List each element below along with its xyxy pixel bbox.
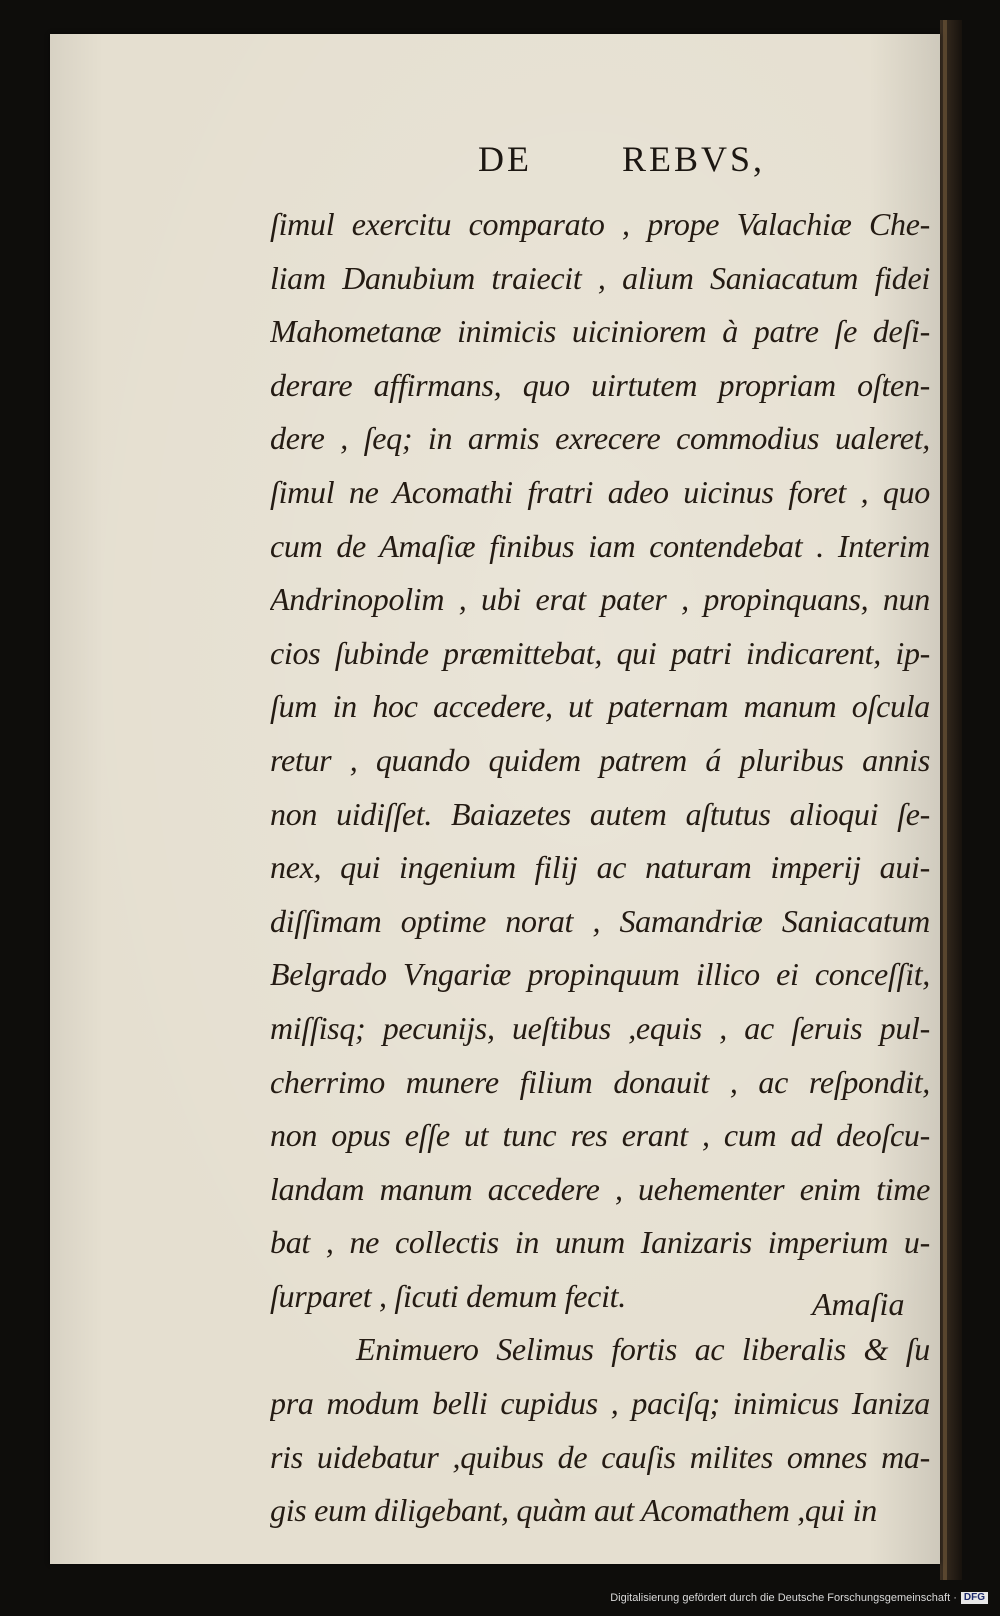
text-line: miſſisq; pecunijs, ueſtibus ,equis , ac ſeruis pul- <box>270 1009 930 1046</box>
text-line: cios ſubinde præmittebat, qui patri indicarent, ip- <box>270 634 930 671</box>
catchword: Amaſia <box>812 1286 905 1322</box>
text-line: non opus eſſe ut tunc res erant , cum ad deoſcu- <box>270 1117 930 1154</box>
running-head <box>478 138 798 180</box>
text-line: ſimul ne Acomathi fratri adeo uicinus foret , quo <box>270 473 930 510</box>
text-line: ſum in hoc accedere, ut paternam manum oſcula <box>270 688 930 725</box>
text-line: Andrinopolim , ubi erat pater , propinquans, nun <box>270 581 930 618</box>
text-line: nex, qui ingenium filij ac naturam imperij aui- <box>270 849 930 886</box>
text-line: ris uidebatur ,quibus de cauſis milites omnes ma- <box>270 1438 930 1475</box>
text-line: derare affirmans, quo uirtutem propriam oſten- <box>270 366 930 403</box>
text-line: retur , quando quidem patrem á pluribus annis <box>270 741 930 778</box>
text-line: gis eum diligebant, quàm aut Acomathem ,qui in <box>270 1492 877 1529</box>
text-line: non uidiſſet. Baiazetes autem aſtutus alioqui ſe- <box>270 795 930 832</box>
text-line: landam manum accedere , uehementer enim time <box>270 1170 930 1207</box>
book-fore-edge <box>940 20 962 1580</box>
text-line: ſimul exercitu comparato , prope Valachiæ Che- <box>270 206 930 242</box>
text-line: diſſimam optime norat , Samandriæ Saniacatum <box>270 902 930 939</box>
text-line: Mahometanæ inimicis uiciniorem à patre ſe deſi- <box>270 313 930 350</box>
running-head-word-2: REBVS, <box>622 139 766 179</box>
running-head-word-1: DE <box>478 139 532 179</box>
digitization-credit: Digitalisierung gefördert durch die Deutsche Forschungsgemeinschaft · DFG <box>0 1592 988 1604</box>
text-line: Enimuero Selimus fortis ac liberalis & ſu <box>356 1331 930 1368</box>
text-line: ſurparet , ſicuti demum fecit. <box>270 1277 626 1314</box>
text-line: cherrimo munere filium donauit , ac reſpondit, <box>270 1063 930 1100</box>
text-line: pra modum belli cupidus , paciſq; inimicus Ianiza <box>270 1385 930 1422</box>
text-line: liam Danubium traiecit , alium Saniacatum fidei <box>270 259 930 296</box>
text-line: bat , ne collectis in unum Ianizaris imperium u- <box>270 1224 930 1261</box>
dfg-logo: DFG <box>961 1592 988 1604</box>
text-line: dere , ſeq; in armis exrecere commodius ualeret, <box>270 420 930 457</box>
body-text <box>270 198 930 1538</box>
text-line: cum de Amaſiæ finibus iam contendebat . Interim <box>270 527 930 564</box>
credit-text: Digitalisierung gefördert durch die Deutsche Forschungsgemeinschaft <box>610 1592 951 1604</box>
text-line: Belgrado Vngariæ propinquum illico ei conceſſit, <box>270 956 930 993</box>
